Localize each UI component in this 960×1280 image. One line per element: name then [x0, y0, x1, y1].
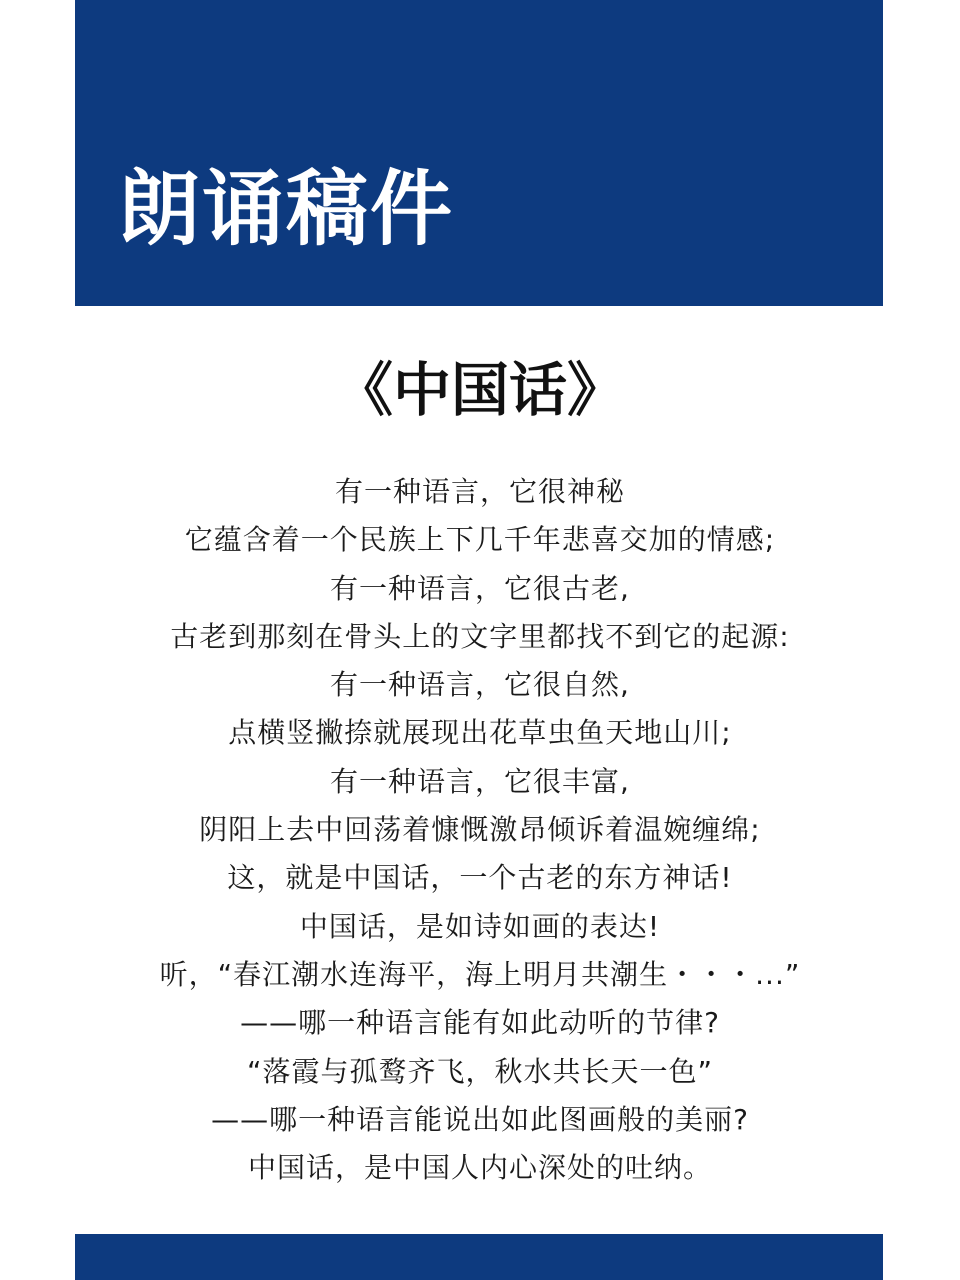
poem-line: 古老到那刻在骨头上的文字里都找不到它的起源: [170, 619, 790, 653]
poem-line: 中国话，是中国人内心深处的吐纳。 [247, 1151, 712, 1185]
poem-line: 它蕴含着一个民族上下几千年悲喜交加的情感; [184, 523, 776, 557]
poem-line: “落霞与孤鹜齐飞，秋水共长天一色” [246, 1054, 713, 1088]
poem-line: 有一种语言，它很神秘 [334, 475, 625, 508]
poem-line: 点横竖撇捺就展现出花草虫鱼天地山川; [228, 716, 732, 750]
poem-title: 《中国话》 [334, 356, 625, 424]
poem-line: 听，“春江潮水连海平，海上明月共潮生・・・...” [159, 957, 801, 991]
header-band [75, 0, 883, 306]
poem-line: ——哪一种语言能说出如此图画般的美丽? [211, 1102, 749, 1136]
poem-line: 有一种语言，它很丰富, [330, 764, 630, 798]
footer-band [75, 1234, 883, 1280]
poem-body [0, 468, 960, 1192]
poem-line: 有一种语言，它很自然, [330, 668, 630, 702]
page-title: 朗诵稿件 [118, 162, 455, 257]
poem-line: 阴阳上去中回荡着慷慨激昂倾诉着温婉缠绵; [199, 813, 761, 847]
poem-line: 这，就是中国话，一个古老的东方神话! [227, 861, 733, 895]
poem-line: 中国话，是如诗如画的表达! [299, 909, 661, 943]
poem-line: ——哪一种语言能有如此动听的节律? [240, 1006, 720, 1040]
poem-line: 有一种语言，它很古老, [330, 571, 630, 605]
